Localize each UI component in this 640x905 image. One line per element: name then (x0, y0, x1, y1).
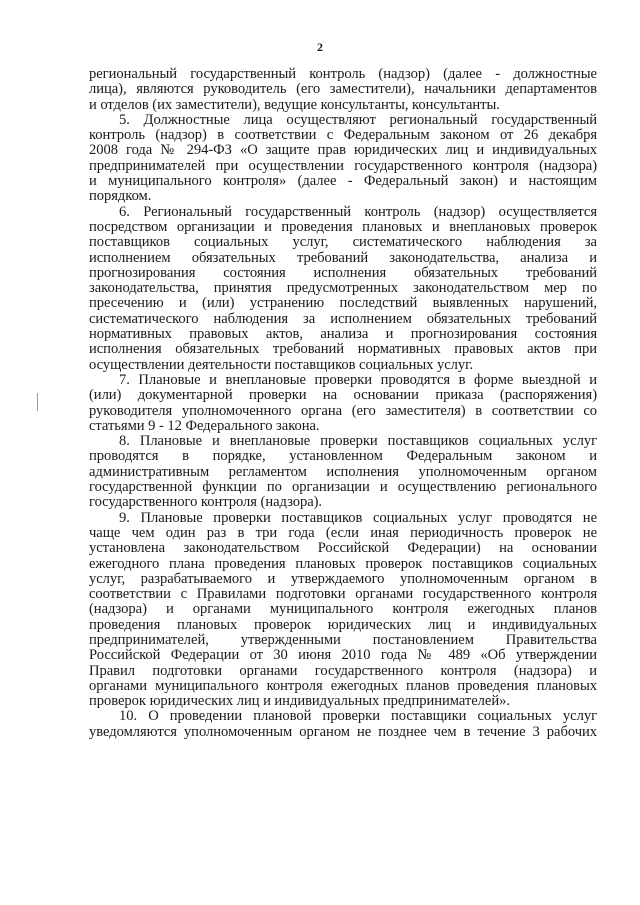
text-line: уведомляются уполномоченным органом не позднее чем в течение 3 рабочих (89, 723, 597, 740)
text-line: пресечению и (или) устранению последствий выявленных нарушений, (89, 295, 597, 312)
text-line: (или) документарной проверки на основании приказа (распоряжения) (89, 387, 597, 404)
paragraph (89, 205, 597, 373)
text-line: органами муниципального контроля ежегодных планов проведения плановых (89, 677, 597, 694)
paragraph (89, 373, 597, 434)
text-line: региональный государственный контроль (надзор) (далее - должностные (89, 66, 597, 82)
text-line: проводятся в порядке, установленном Федеральным законом и (89, 448, 597, 465)
text-line: проверок юридических лиц и индивидуальных предпринимателей». (89, 693, 510, 710)
text-line: законодательства, принятия предусмотренных законодательством мер по (89, 280, 597, 297)
text-line: статьями 9 - 12 Федерального закона. (89, 417, 320, 434)
text-line: государственного контроля (надзора). (89, 494, 323, 511)
text-line: систематического наблюдения за исполнением обязательных требований (89, 310, 597, 327)
paragraph (89, 434, 597, 510)
margin-mark (37, 393, 38, 411)
text-line: Правил подготовки органами государственного контроля (надзора) и (89, 662, 597, 679)
text-line: и отделов (их заместители), ведущие консультанты, консультанты. (89, 96, 500, 113)
text-line: государственной функции по организации и осуществлению регионального (89, 479, 597, 496)
text-line: посредством организации и проведения плановых и внеплановых проверок (89, 218, 597, 235)
text-line: предпринимателей при осуществлении государственного контроля (надзора) (89, 157, 597, 174)
text-line: установлена законодательством Российской Федерации) на основании (89, 540, 597, 557)
text-line: и муниципального контроля» (далее - Федеральный закон) и настоящим (89, 173, 597, 190)
text-line: проведения плановых проверок юридических лиц и индивидуальных (89, 616, 597, 633)
document-body (89, 67, 597, 740)
text-line: 5. Должностные лица осуществляют региональный государственный (119, 111, 597, 128)
text-line: нормативных правовых актов, анализа и прогнозирования состояния (89, 326, 597, 343)
text-line: 6. Региональный государственный контроль (надзор) осуществляется (119, 203, 597, 220)
text-line: 8. Плановые и внеплановые проверки поставщиков социальных услуг (119, 433, 597, 450)
paragraph (89, 67, 597, 113)
text-line: чаще чем один раз в три года (если иная периодичность проверок не (89, 524, 597, 541)
text-line: Российской Федерации от 30 июня 2010 года № 489 «Об утверждении (89, 647, 597, 664)
text-line: исполнением обязательных требований законодательства, анализа и (89, 249, 597, 266)
text-line: 7. Плановые и внеплановые проверки проводятся в форме выездной и (119, 371, 597, 388)
text-line: административным регламентом исполнения уполномоченным органом (89, 463, 597, 480)
text-line: лица), являются руководитель (его заместители), начальники департаментов (89, 81, 597, 98)
text-line: руководителя уполномоченного органа (его заместителя) в соответствии со (89, 402, 597, 419)
text-line: 9. Плановые проверки поставщиков социальных услуг проводятся не (119, 509, 597, 526)
text-line: прогнозирования состояния исполнения обязательных требований (89, 264, 597, 281)
text-line: 10. О проведении плановой проверки поставщики социальных услуг (119, 708, 597, 725)
text-line: 2008 года № 294-ФЗ «О защите прав юридических лиц и индивидуальных (89, 142, 597, 159)
text-line: предпринимателей, утвержденными постановлением Правительства (89, 631, 597, 648)
text-line: порядком. (89, 188, 152, 205)
text-line: осуществлении деятельности поставщиков социальных услуг. (89, 356, 474, 373)
text-line: ежегодного плана проведения плановых проверок поставщиков социальных (89, 555, 597, 572)
page-number: 2 (317, 40, 323, 54)
paragraph (89, 709, 597, 740)
text-line: (надзора) и органами муниципального контроля ежегодных планов (89, 601, 597, 618)
paragraph (89, 511, 597, 710)
text-line: услуг, разрабатываемого и утверждаемого уполномоченным органом в (89, 570, 597, 587)
text-line: исполнения обязательных требований нормативных правовых актов при (89, 341, 597, 358)
text-line: контроль (надзор) в соответствии с Федеральным законом от 26 декабря (89, 127, 597, 144)
text-line: поставщиков социальных услуг, систематического наблюдения за (89, 234, 597, 251)
paragraph (89, 113, 597, 205)
text-line: соответствии с Правилами подготовки органами государственного контроля (89, 586, 597, 603)
